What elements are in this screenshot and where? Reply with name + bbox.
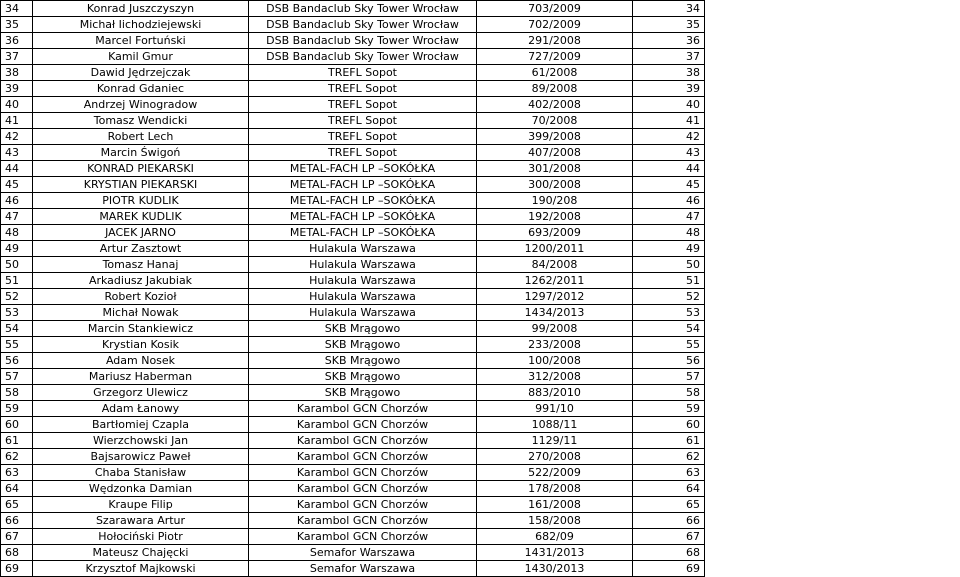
table-row [1,65,705,81]
row-number-cell: 49 [1,241,33,257]
player-name-cell: Robert Kozioł [33,289,249,305]
rank-cell: 50 [633,257,705,273]
license-cell: 402/2008 [477,97,633,113]
license-cell: 399/2008 [477,129,633,145]
player-name-cell: Bartłomiej Czapla [33,417,249,433]
row-number-cell: 66 [1,513,33,529]
table-row [1,481,705,497]
table-row [1,113,705,129]
rank-cell: 51 [633,273,705,289]
license-cell: 291/2008 [477,33,633,49]
player-name-cell: Tomasz Wendicki [33,113,249,129]
table-row [1,257,705,273]
row-number-cell: 54 [1,321,33,337]
club-cell: TREFL Sopot [249,81,477,97]
club-cell: METAL-FACH LP –SOKÓŁKA [249,209,477,225]
license-cell: 883/2010 [477,385,633,401]
license-cell: 407/2008 [477,145,633,161]
player-name-cell: Robert Lech [33,129,249,145]
row-number-cell: 62 [1,449,33,465]
rank-cell: 49 [633,241,705,257]
license-cell: 100/2008 [477,353,633,369]
rank-cell: 69 [633,561,705,577]
club-cell: Hulakula Warszawa [249,305,477,321]
player-name-cell: Marcel Fortuński [33,33,249,49]
rank-cell: 47 [633,209,705,225]
player-name-cell: Krystian Kosik [33,337,249,353]
club-cell: TREFL Sopot [249,129,477,145]
rank-cell: 34 [633,1,705,17]
license-cell: 161/2008 [477,497,633,513]
table-row [1,97,705,113]
table-row [1,161,705,177]
table-row [1,401,705,417]
player-name-cell: Szarawara Artur [33,513,249,529]
player-name-cell: Adam Łanowy [33,401,249,417]
player-name-cell: Konrad Gdaniec [33,81,249,97]
table-row [1,1,705,17]
player-name-cell: Mateusz Chajęcki [33,545,249,561]
table-row [1,337,705,353]
row-number-cell: 56 [1,353,33,369]
rank-cell: 36 [633,33,705,49]
club-cell: METAL-FACH LP –SOKÓŁKA [249,177,477,193]
player-name-cell: Kraupe Filip [33,497,249,513]
row-number-cell: 41 [1,113,33,129]
club-cell: SKB Mrągowo [249,321,477,337]
table-row [1,17,705,33]
license-cell: 1430/2013 [477,561,633,577]
rank-cell: 63 [633,465,705,481]
rank-cell: 37 [633,49,705,65]
rank-cell: 61 [633,433,705,449]
license-cell: 1088/11 [477,417,633,433]
player-name-cell: Marcin Świgoń [33,145,249,161]
table-row [1,433,705,449]
license-cell: 1297/2012 [477,289,633,305]
club-cell: SKB Mrągowo [249,369,477,385]
club-cell: Hulakula Warszawa [249,257,477,273]
license-cell: 70/2008 [477,113,633,129]
player-name-cell: Michał Nowak [33,305,249,321]
rank-cell: 54 [633,321,705,337]
club-cell: Hulakula Warszawa [249,289,477,305]
table-row [1,225,705,241]
license-cell: 300/2008 [477,177,633,193]
rank-cell: 67 [633,529,705,545]
rank-cell: 66 [633,513,705,529]
license-cell: 1262/2011 [477,273,633,289]
row-number-cell: 69 [1,561,33,577]
row-number-cell: 59 [1,401,33,417]
club-cell: Karambol GCN Chorzów [249,529,477,545]
license-cell: 99/2008 [477,321,633,337]
rank-cell: 52 [633,289,705,305]
rank-cell: 55 [633,337,705,353]
player-name-cell: Wierzchowski Jan [33,433,249,449]
player-name-cell: Adam Nosek [33,353,249,369]
license-cell: 1434/2013 [477,305,633,321]
row-number-cell: 40 [1,97,33,113]
table-row [1,353,705,369]
player-name-cell: Tomasz Hanaj [33,257,249,273]
club-cell: TREFL Sopot [249,65,477,81]
row-number-cell: 50 [1,257,33,273]
table-row [1,33,705,49]
player-name-cell: Arkadiusz Jakubiak [33,273,249,289]
table-row [1,321,705,337]
club-cell: Hulakula Warszawa [249,241,477,257]
rank-cell: 56 [633,353,705,369]
license-cell: 702/2009 [477,17,633,33]
rank-cell: 35 [633,17,705,33]
license-cell: 233/2008 [477,337,633,353]
table-row [1,497,705,513]
license-cell: 703/2009 [477,1,633,17]
rank-cell: 42 [633,129,705,145]
player-name-cell: Krzysztof Majkowski [33,561,249,577]
player-name-cell: MAREK KUDLIK [33,209,249,225]
license-cell: 1129/11 [477,433,633,449]
row-number-cell: 67 [1,529,33,545]
player-name-cell: Wędzonka Damian [33,481,249,497]
row-number-cell: 47 [1,209,33,225]
right-border-line [704,0,705,538]
table-row [1,49,705,65]
license-cell: 522/2009 [477,465,633,481]
club-cell: METAL-FACH LP –SOKÓŁKA [249,225,477,241]
table-row [1,81,705,97]
license-cell: 991/10 [477,401,633,417]
player-name-cell: Bajsarowicz Paweł [33,449,249,465]
table-row [1,385,705,401]
license-cell: 158/2008 [477,513,633,529]
table-row [1,193,705,209]
rank-cell: 64 [633,481,705,497]
club-cell: METAL-FACH LP –SOKÓŁKA [249,161,477,177]
rank-cell: 46 [633,193,705,209]
license-cell: 178/2008 [477,481,633,497]
license-cell: 270/2008 [477,449,633,465]
license-cell: 61/2008 [477,65,633,81]
row-number-cell: 55 [1,337,33,353]
table-row [1,465,705,481]
row-number-cell: 45 [1,177,33,193]
license-cell: 1431/2013 [477,545,633,561]
table-row [1,289,705,305]
license-cell: 89/2008 [477,81,633,97]
rank-cell: 62 [633,449,705,465]
rank-cell: 38 [633,65,705,81]
row-number-cell: 44 [1,161,33,177]
player-name-cell: Chaba Stanisław [33,465,249,481]
club-cell: DSB Bandaclub Sky Tower Wrocław [249,17,477,33]
rank-cell: 41 [633,113,705,129]
player-name-cell: Hołociński Piotr [33,529,249,545]
rank-cell: 44 [633,161,705,177]
license-cell: 693/2009 [477,225,633,241]
row-number-cell: 64 [1,481,33,497]
row-number-cell: 53 [1,305,33,321]
rank-cell: 39 [633,81,705,97]
license-cell: 190/208 [477,193,633,209]
table-row [1,545,705,561]
row-number-cell: 36 [1,33,33,49]
license-cell: 727/2009 [477,49,633,65]
row-number-cell: 60 [1,417,33,433]
rank-cell: 68 [633,545,705,561]
table-row [1,513,705,529]
club-cell: Hulakula Warszawa [249,273,477,289]
row-number-cell: 38 [1,65,33,81]
player-name-cell: Grzegorz Ulewicz [33,385,249,401]
row-number-cell: 43 [1,145,33,161]
table-row [1,449,705,465]
player-name-cell: Marcin Stankiewicz [33,321,249,337]
player-name-cell: JACEK JARNO [33,225,249,241]
rank-cell: 45 [633,177,705,193]
club-cell: Semafor Warszawa [249,545,477,561]
rank-cell: 57 [633,369,705,385]
club-cell: TREFL Sopot [249,113,477,129]
player-name-cell: KRYSTIAN PIEKARSKI [33,177,249,193]
player-name-cell: Artur Zasztowt [33,241,249,257]
license-cell: 192/2008 [477,209,633,225]
row-number-cell: 37 [1,49,33,65]
table-row [1,529,705,545]
table-row [1,145,705,161]
row-number-cell: 48 [1,225,33,241]
club-cell: SKB Mrągowo [249,353,477,369]
rank-cell: 58 [633,385,705,401]
club-cell: Karambol GCN Chorzów [249,417,477,433]
player-name-cell: Andrzej Winogradow [33,97,249,113]
club-cell: DSB Bandaclub Sky Tower Wrocław [249,33,477,49]
club-cell: Karambol GCN Chorzów [249,401,477,417]
table-row [1,273,705,289]
license-cell: 84/2008 [477,257,633,273]
row-number-cell: 46 [1,193,33,209]
rank-cell: 59 [633,401,705,417]
player-name-cell: PIOTR KUDLIK [33,193,249,209]
rank-cell: 48 [633,225,705,241]
rank-cell: 43 [633,145,705,161]
license-cell: 682/09 [477,529,633,545]
table-row [1,241,705,257]
club-cell: TREFL Sopot [249,145,477,161]
club-cell: DSB Bandaclub Sky Tower Wrocław [249,1,477,17]
row-number-cell: 65 [1,497,33,513]
club-cell: Karambol GCN Chorzów [249,513,477,529]
row-number-cell: 57 [1,369,33,385]
table-row [1,369,705,385]
club-cell: SKB Mrągowo [249,385,477,401]
row-number-cell: 63 [1,465,33,481]
club-cell: Karambol GCN Chorzów [249,465,477,481]
club-cell: Karambol GCN Chorzów [249,449,477,465]
table-row [1,305,705,321]
table-row [1,209,705,225]
club-cell: SKB Mrągowo [249,337,477,353]
club-cell: Karambol GCN Chorzów [249,481,477,497]
club-cell: Karambol GCN Chorzów [249,433,477,449]
club-cell: METAL-FACH LP –SOKÓŁKA [249,193,477,209]
club-cell: DSB Bandaclub Sky Tower Wrocław [249,49,477,65]
row-number-cell: 35 [1,17,33,33]
player-name-cell: Dawid Jędrzejczak [33,65,249,81]
row-number-cell: 52 [1,289,33,305]
rank-cell: 65 [633,497,705,513]
club-cell: Semafor Warszawa [249,561,477,577]
player-name-cell: KONRAD PIEKARSKI [33,161,249,177]
license-cell: 312/2008 [477,369,633,385]
rank-cell: 40 [633,97,705,113]
table-row [1,177,705,193]
license-cell: 1200/2011 [477,241,633,257]
player-name-cell: Mariusz Haberman [33,369,249,385]
player-name-cell: Michał Iichodziejewski [33,17,249,33]
table-row [1,129,705,145]
table-row [1,561,705,577]
row-number-cell: 34 [1,1,33,17]
row-number-cell: 42 [1,129,33,145]
players-table-body [1,1,705,577]
row-number-cell: 51 [1,273,33,289]
license-cell: 301/2008 [477,161,633,177]
club-cell: Karambol GCN Chorzów [249,497,477,513]
player-name-cell: Konrad Juszczyszyn [33,1,249,17]
club-cell: TREFL Sopot [249,97,477,113]
row-number-cell: 61 [1,433,33,449]
row-number-cell: 68 [1,545,33,561]
row-number-cell: 58 [1,385,33,401]
player-name-cell: Kamil Gmur [33,49,249,65]
rank-cell: 53 [633,305,705,321]
rank-cell: 60 [633,417,705,433]
row-number-cell: 39 [1,81,33,97]
table-row [1,417,705,433]
